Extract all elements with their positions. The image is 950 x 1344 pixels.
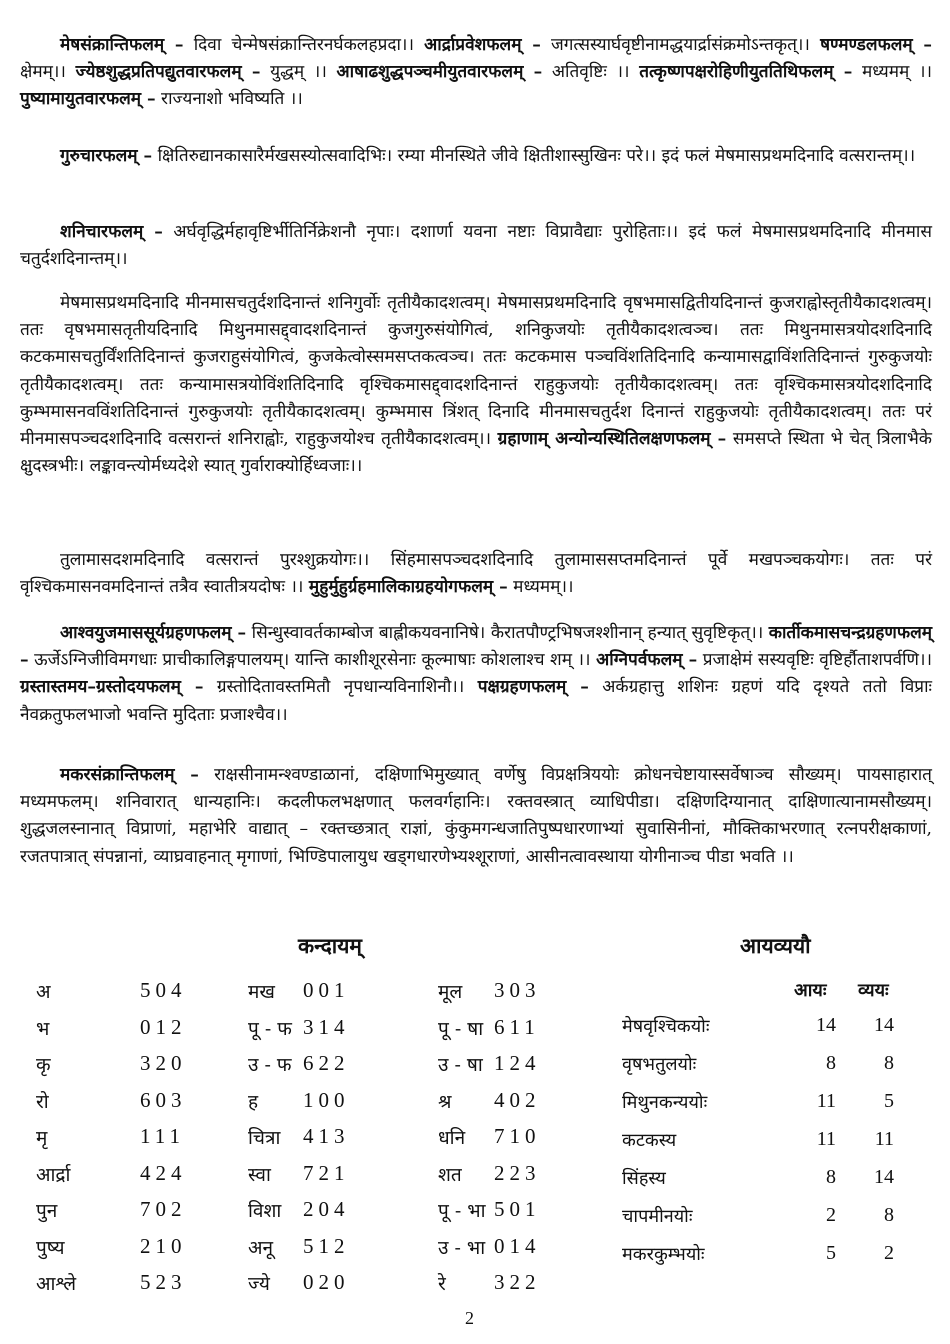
vyaya-value: 5 [884,1090,894,1112]
rashi-pair-label: कटकस्य [622,1130,677,1151]
section-heading: पक्षग्रहणफलम् – [477,677,589,698]
paragraph-text: क्षेमम्।। [20,62,76,83]
aya-value: 8 [826,1052,836,1074]
section-heading: ज्येष्ठशुद्धप्रतिपद्युतवारफलम् – [75,62,261,83]
paragraph-text: राक्षसीनामन्श्वण्डाळानां, दक्षिणाभिमुख्यात् वर्णेषु विप्रक्षत्रिययोः क्रोधनचेष्टायास्सर्वेषाञ्च सौख्यम्। पायसाहारात् मध्यमफलम्। शनिवारात् धान्यहानिः। कदलीफलभक्षणात् फलवर्गहानिः। रक्तवस्त्रात् व्याधिपीडा। दक्षिणदिग्यानात् दाक्षिणात्यानामसौख्यम्। शुद्धजलस्नानात् विप्राणां, महाभेरि वाद्यात् – रक्तच्छत्रात् राज्ञां, कुंकुमगन्धजातिपुष्पधारणाभ्यां सुवासिनीनां, मौक्तिकाभरणात् रत्नपरीक्षकाणां, रजतपात्रात् संपन्नानां, व्याघ्रवाहनात् मृगाणां, भिण्डिपालायुध खड्गधारणेभ्यश्शूराणां, आसीनत्वावस्थाया योगीनाञ्च पीडा भवति ।। [20,765,932,867]
paragraph-text: मेषमासप्रथमदिनादि मीनमासचतुर्दशदिनान्तं शनिगुर्वोः तृतीयैकादशत्वम्। मेषमासप्रथमदिनादि वृषभमासद्वितीयदिनान्तं कुजराह्वोस्तृतीयैकादशत्वम्। ततः वृषभमासतृतीयदिनादि मिथुनमासद्द्वादशदिनान्तं कुजगुरुसंयोगित्वं, शनिकुजयोः तृतीयैकादशत्वञ्च। ततः मिथुनमासत्रयोदशदिनादि कटकमासचतुर्विंशतिदिनान्तं कुजराहुसंयोगित्वं, कुजकेत्वोस्समसप्तकत्वञ्च। ततः कटकमास पञ्चविंशतिदिनादि कन्यामासद्वाविंशतिदिनान्तं गुरुकुजयोः तृतीयैकादशत्वम्। ततः कन्यामासत्रयोविंशतिदिनादि वृश्चिकमासद्द्वादशदिनान्तं राहुकुजयोः तृतीयैकादशत्वम्। ततः वृश्चिकमासत्रयोदशदिनादि कुम्भमासनवविंशतिदिनान्तं गुरुकुजयोः तृतीयैकादशत्वम्। कुम्भमास त्रिंशत् दिनादि मीनमासचतुर्दश दिनान्तं राहुकुजयोः तृतीयैकादशत्वम्। ततः परं मीनमासपञ्चदशदिनादि वत्सरान्तं शनिराह्वोः, राहुकुजयोश्च तृतीयैकादशत्वम्।। [20,293,932,450]
rashi-pair-label: मकरकुम्भयोः [622,1244,705,1265]
section-heading: अग्निपर्वफलम् – [596,650,698,671]
section-heading: आश्वयुजमाससूर्यग्रहणफलम् – [60,623,247,643]
kandayam-nakshatra: ज्ये [248,1273,270,1295]
kandayam-nakshatra: मृ [36,1127,48,1149]
kandayam-value: 014 [494,1233,541,1258]
paragraph-text: अर्कग्रहात्तु शशिनः ग्रहणं यदि दृश्यते ततो विप्राः नैवक्रतुफलभाजो भवन्ति मुदिताः प्रजाश्चैव।। [20,677,933,725]
kandayam-nakshatra: ह [248,1090,259,1113]
aya-value: 5 [826,1242,836,1264]
kandayam-value: 611 [494,1014,540,1039]
vyaya-value: 11 [874,1128,894,1150]
kandayam-nakshatra: आर्द्रा [36,1163,71,1186]
kandayam-value: 413 [303,1124,350,1148]
kandayam-nakshatra: मूल [438,981,463,1003]
kandayam-nakshatra: मख [248,981,275,1003]
kandayam-value: 012 [140,1014,187,1039]
section-heading: मकरसंक्रान्तिफलम् – [60,765,199,785]
paragraph [20,762,932,871]
paragraph-text: मध्यमम्।। [507,577,574,598]
kandayam-value: 402 [494,1087,541,1112]
vyaya-value: 8 [884,1052,894,1074]
kandayam-nakshatra: उ - षा [438,1054,483,1076]
aya-value: 2 [826,1204,836,1226]
kandayam-value: 504 [140,978,187,1002]
page-number: 2 [465,1308,474,1328]
kandayam-value: 512 [303,1233,350,1258]
section-heading: आर्द्राप्रवेशफलम् – [424,35,541,55]
paragraph [20,32,932,114]
kandayam-value: 424 [140,1160,187,1185]
kandayam-value: 001 [303,978,350,1002]
section-heading: कार्तीकमासचन्द्रग्रहणफलम् – [20,623,932,671]
kandayam-value: 020 [303,1270,350,1294]
rashi-pair-label: मेषवृश्चिकयोः [622,1016,710,1037]
vyaya-value: 14 [874,1166,894,1188]
kandayam-nakshatra: उ - फ [248,1054,292,1076]
kandayam-nakshatra: उ - भा [438,1236,486,1259]
kandayam-value: 314 [303,1014,350,1039]
paragraph-text: समसप्ते स्थिता भे चेत् त्रिलाभैके क्षुदस्त्रभीः। लङ्कावन्त्योर्मध्यदेशे स्यात् गुर्वाराक्योर्हिध्वजाः।। [20,429,932,477]
kandayam-value: 322 [494,1270,541,1294]
paragraph-text: प्रजाक्षेमं सस्यवृष्टिः वृष्टिर्हौताशपर्वणि।। [697,650,932,671]
section-heading: तत्कृष्णपक्षरोहिणीयुततिथिफलम् – [639,62,853,83]
kandayam-value: 111 [140,1124,185,1148]
rashi-pair-label: मिथुनकन्ययोः [622,1092,708,1113]
kandayam-nakshatra: श्र [438,1090,452,1113]
kandayam-value: 501 [494,1197,541,1221]
kandayam-nakshatra: पू - फ [248,1017,292,1040]
kandayam-value: 303 [494,978,541,1002]
kandayam-nakshatra: पुन [36,1200,58,1222]
paragraph-text: ग्रस्तोदितावस्तमितौ नृपधान्यविनाशिनौ।। [203,677,478,698]
section-heading: आषाढशुद्धपञ्चमीयुतवारफलम् – [336,62,543,83]
vyaya-value: 2 [884,1242,894,1264]
kandayam-nakshatra: भ [36,1017,50,1040]
paragraph-text: युद्धम् ।। [260,62,337,83]
kandayam-nakshatra: पुष्य [36,1236,65,1259]
kandayam-nakshatra: अ [36,981,51,1003]
paragraph [20,290,932,480]
vyaya-value: 8 [884,1204,894,1226]
kandayam-nakshatra: पू - षा [438,1017,484,1040]
paragraph-text: क्षितिरुद्यानकासारैर्मखसस्योत्सवादिभिः। रम्या मीनस्थिते जीवे क्षितीशास्सुखिनः परे।। इदं फलं मेषमासप्रथमदिनादि वत्सरान्तम्।। [152,146,916,166]
kandayam-nakshatra: स्वा [248,1163,271,1186]
kandayam-value: 622 [303,1051,350,1075]
vyaya-value: 14 [874,1014,894,1036]
kandayam-value: 124 [494,1051,541,1075]
kandayam-value: 204 [303,1197,350,1221]
rashi-pair-label: वृषभतुलयोः [622,1054,697,1075]
section-heading: गुरुचारफलम् – [60,146,153,166]
paragraph-text: तुलामासदशमदिनादि वत्सरान्तं पुरश्शुक्रयोगः।। सिंहमासपञ्चदशदिनादि तुलामाससप्तमदिनान्तं पूर्वे मखपञ्चकयोगः। ततः परं वृश्चिकमासनवमदिनान्तं तत्रैव स्वातीत्रयदोषः ।। [20,550,932,598]
section-heading: षण्मण्डलफलम् – [820,35,932,55]
kandayam-value: 702 [140,1197,187,1221]
aya-value: 11 [816,1090,836,1112]
kandayam-nakshatra: कृ [36,1054,51,1076]
kandayam-value: 223 [494,1160,541,1185]
aya-value: 8 [826,1166,836,1188]
kandayam-nakshatra: चित्रा [248,1127,281,1149]
kandayam-nakshatra: आश्ले [36,1273,77,1295]
rashi-pair-label: सिंहस्य [622,1168,666,1189]
paragraph-text: जगत्सस्यार्घवृष्टीनामद्धयार्द्रासंक्रमोऽन्तकृत्।। [540,35,821,55]
paragraph-text: ऊर्जेऽग्निजीविमगधाः प्राचीकालिङ्गपालयम्। यान्ति काशीशूरसेनाः कूल्माषाः कोशलाश्च शम् ।। [28,650,597,671]
kandayam-value: 710 [494,1124,541,1148]
section-heading: पुष्यामायुतवारफलम् – [20,89,156,110]
aya-value: 14 [816,1014,836,1036]
kandayam-title: कन्दायम् [298,934,362,958]
kandayam-nakshatra: अनू [248,1236,274,1259]
section-heading: मुहुर्मुहुर्ग्रहमालिकाग्रहयोगफलम् – [308,577,508,598]
kandayam-nakshatra: विशा [248,1200,282,1222]
paragraph [20,547,932,601]
ayavyaya-title: आयव्ययौ [740,934,811,958]
paragraph [20,620,932,729]
aya-column-header: आयः [794,980,827,1001]
vyaya-column-header: व्ययः [858,980,889,1001]
kandayam-nakshatra: पू - भा [438,1200,486,1222]
paragraph-text: सिन्धुस्वावर्तकाम्बोज बाह्लीकयवनानिषे। कैरातपौण्ट्रभिषजश्शीनान् हन्यात् सुवृष्टिकृत्।। [246,623,769,643]
kandayam-value: 721 [303,1160,350,1185]
kandayam-value: 523 [140,1270,187,1294]
paragraph-text: अतिवृष्टिः ।। [542,62,640,83]
kandayam-nakshatra: शत [438,1163,462,1186]
kandayam-value: 603 [140,1087,187,1112]
paragraph-text: मध्यमम् ।। [852,62,932,83]
rashi-pair-label: चापमीनयोः [622,1206,693,1227]
paragraph-text: राज्यनाशो भविष्यति ।। [155,89,303,110]
kandayam-nakshatra: धनि [438,1127,466,1149]
paragraph-text: दिवा चेन्मेषसंक्रान्तिरनर्घकलहप्रदा।। [183,35,425,55]
kandayam-nakshatra: रे [438,1273,446,1295]
paragraph-text: अर्घवृद्धिर्महावृष्टिर्भीतिर्निक्रेशनौ नृपाः। दशार्णा यवना नष्टाः विप्रावैद्याः पुरोहिताः।। इदं फलं मेषमासप्रथमदिनादि मीनमास चतुर्दशदिनान्तम्।। [20,222,932,270]
section-heading: ग्रहाणाम् अन्योन्यस्थितिलक्षणफलम् – [497,429,727,450]
section-heading: मेषसंक्रान्तिफलम् – [60,35,184,55]
kandayam-value: 210 [140,1233,187,1258]
paragraph [20,143,932,170]
section-heading: ग्रस्तास्तमय–ग्रस्तोदयफलम् – [20,677,204,698]
paragraph [20,219,932,273]
kandayam-value: 100 [303,1087,350,1112]
kandayam-nakshatra: रो [36,1090,49,1113]
kandayam-value: 320 [140,1051,187,1075]
section-heading: शनिचारफलम् – [60,222,163,242]
aya-value: 11 [816,1128,836,1150]
